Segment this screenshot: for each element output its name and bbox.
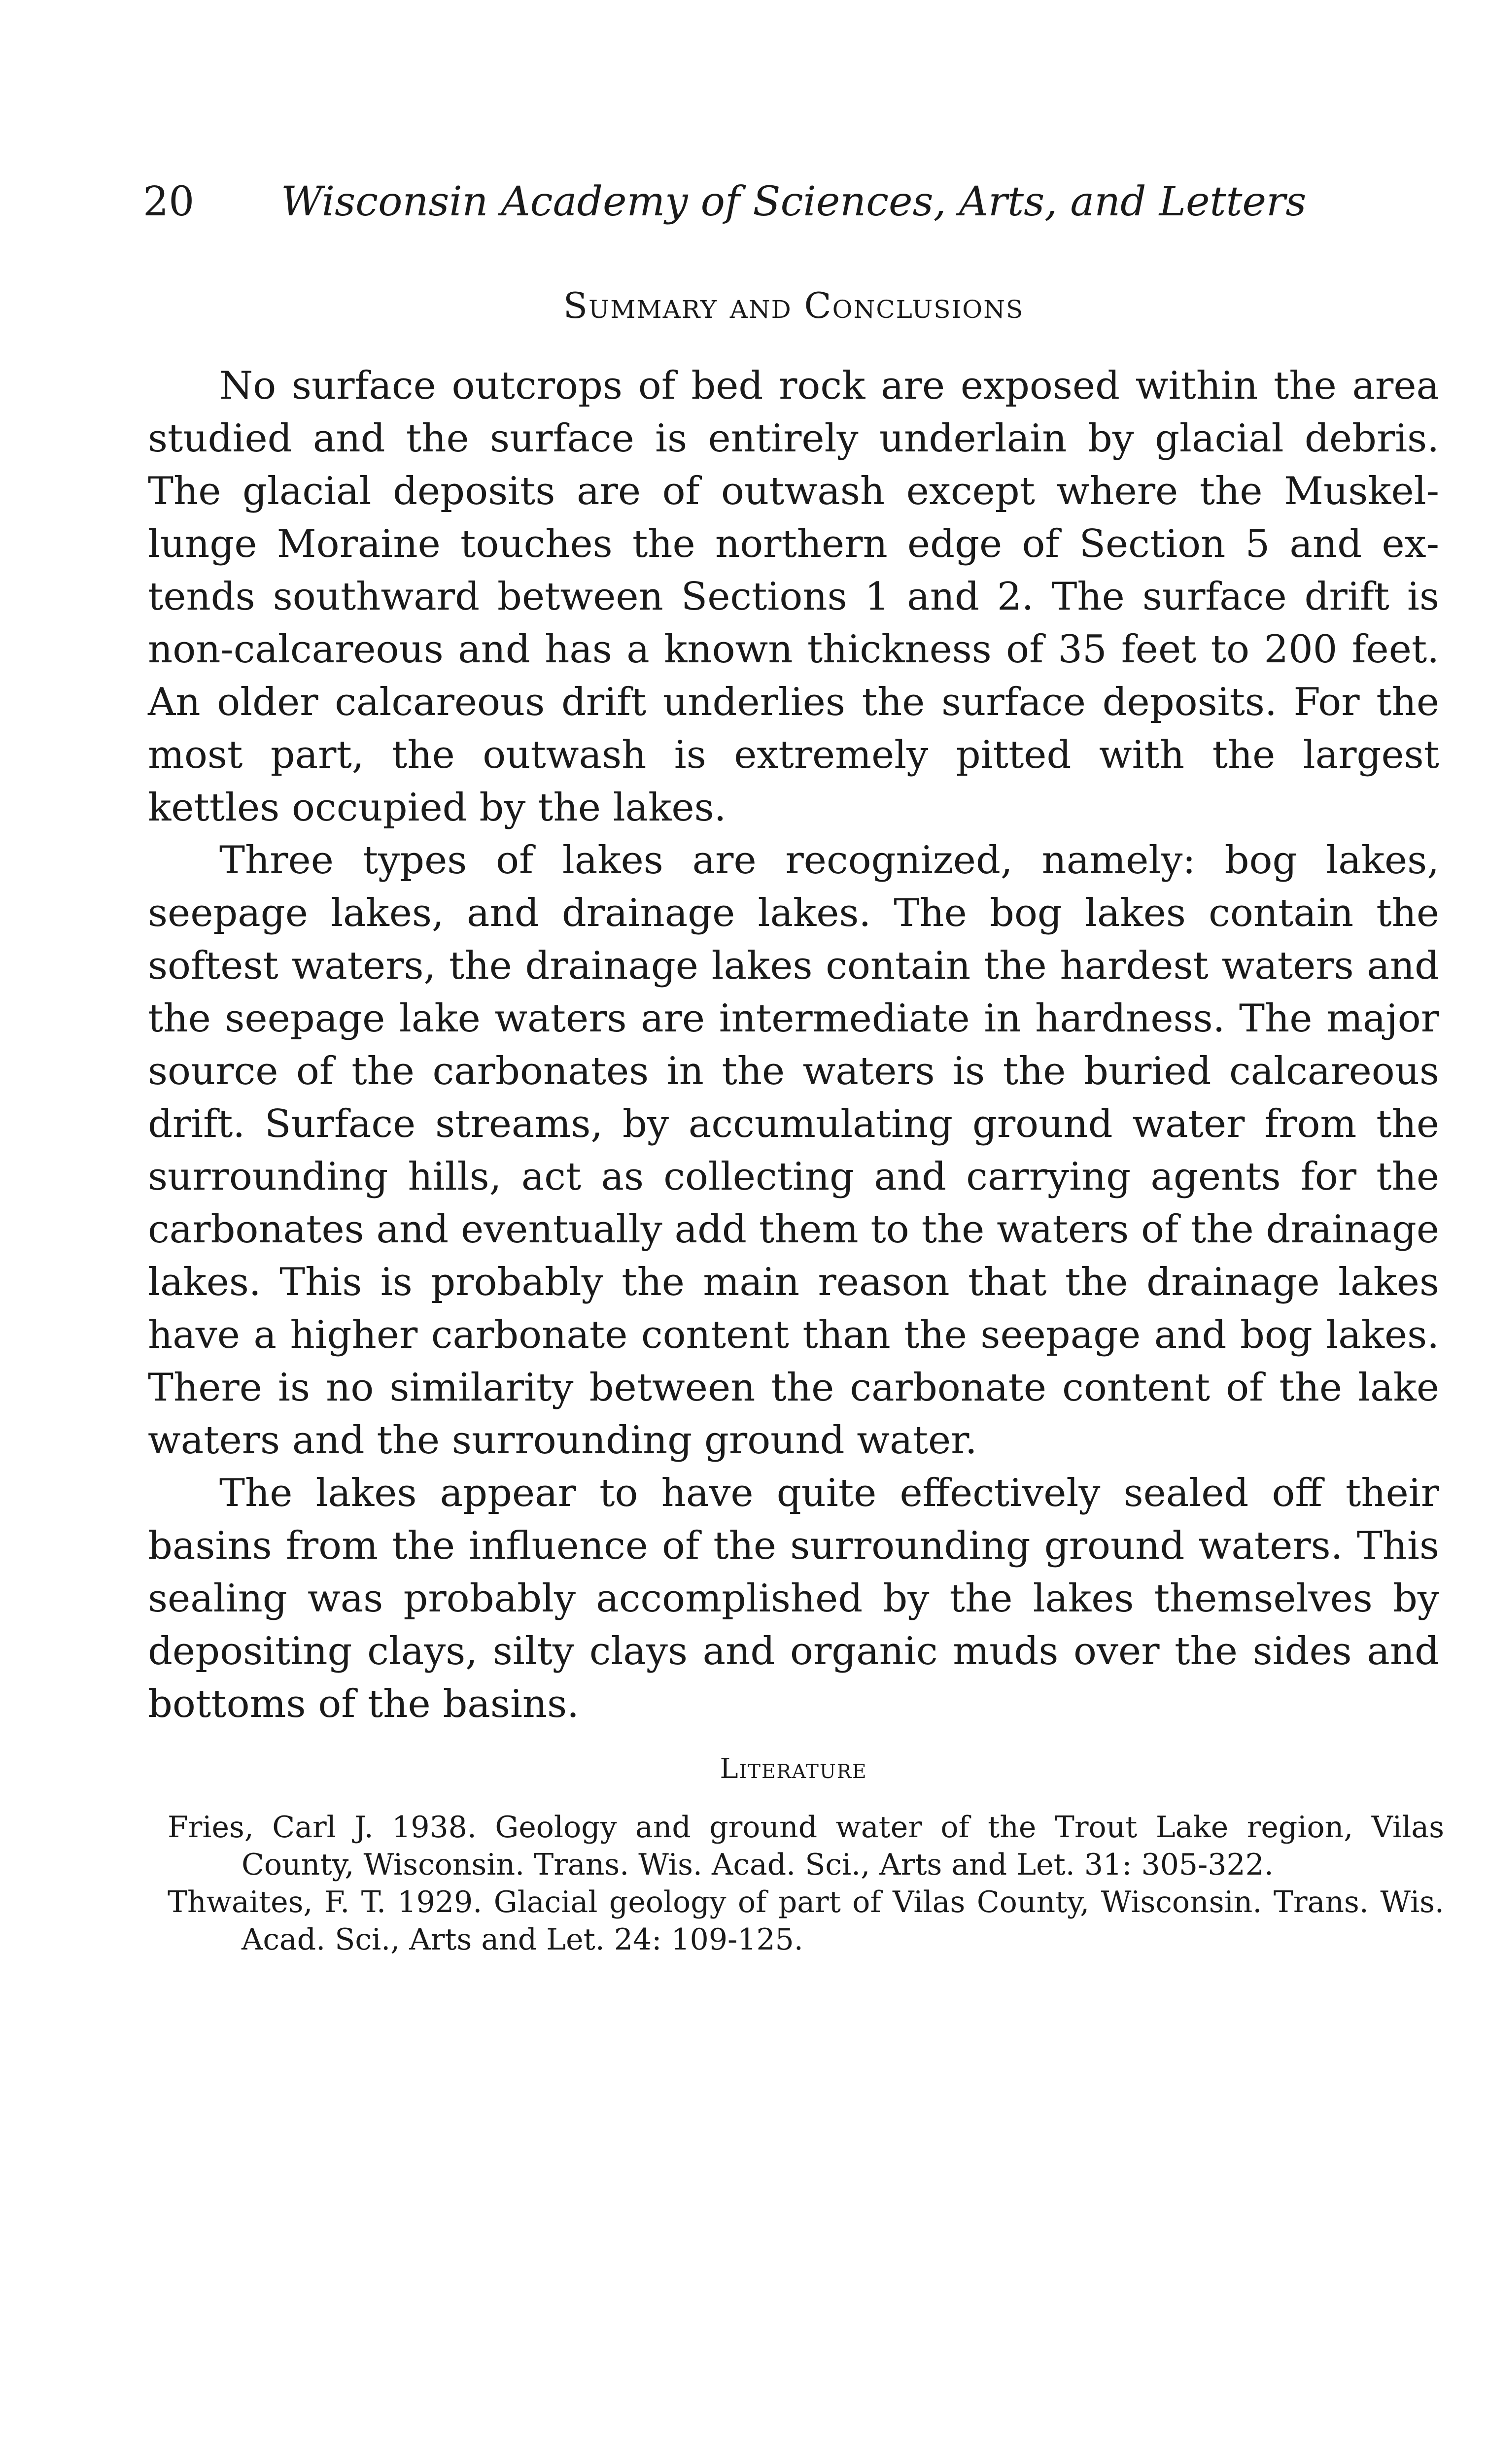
reference-item-thwaites: Thwaites, F. T. 1929. Glacial geology of part of Vilas County, Wisconsin. Trans. Wis. Acad. Sci., Arts and Let. 24: 109-125. bbox=[168, 1885, 1444, 1957]
running-head bbox=[143, 177, 1307, 227]
summary-paragraph-1: No surface outcrops of bed rock are exposed within the area studied and the surface is entirely underlain by glacial debris. The glacial deposits are of outwash except where the Muskellunge Moraine touches the northern edge of Section 5 and extends southward between Sections 1 and 2. The surface drift is non-calcareous and has a known thickness of 35 feet to 200 feet. An older calcareous drift underlies the surface deposits. For the most part, the outwash is extremely pitted with the largest kettles occupied by the lakes. bbox=[148, 364, 1439, 830]
reference-item-fries: Fries, Carl J. 1938. Geology and ground water of the Trout Lake region, Vilas County, Wisconsin. Trans. Wis. Acad. Sci., Arts and Let. 31: 305-322. bbox=[168, 1810, 1444, 1882]
journal-title: Wisconsin Academy of Sciences, Arts, and Letters bbox=[281, 178, 1307, 225]
summary-paragraph-3: The lakes appear to have quite effectively sealed off their basins from the influence of the surrounding ground waters. This sealing was probably accomplished by the lakes themselves by depositing clays, silty clays and organic muds over the sides and bottoms of the basins. bbox=[148, 1471, 1439, 1726]
summary-body bbox=[148, 360, 1439, 1731]
reference-list bbox=[168, 1809, 1444, 1958]
page-number: 20 bbox=[143, 178, 195, 225]
section-heading-literature: Literature bbox=[720, 1753, 867, 1785]
section-heading-summary: Summary and Conclusions bbox=[563, 285, 1024, 326]
summary-paragraph-2: Three types of lakes are recognized, namely: bog lakes, seepage lakes, and drainage lakes. The bog lakes contain the softest waters, the drainage lakes contain the hardest waters and the seepage lake waters are intermediate in hardness. The major source of the carbonates in the waters is the buried calcareous drift. Surface streams, by accumulating ground water from the surrounding hills, act as collecting and carrying agents for the carbonates and eventually add them to the waters of the drainage lakes. This is probably the main reason that the drainage lakes have a higher carbonate content than the seepage and bog lakes. There is no similarity between the carbonate content of the lake waters and the surrounding ground water. bbox=[148, 838, 1439, 1463]
